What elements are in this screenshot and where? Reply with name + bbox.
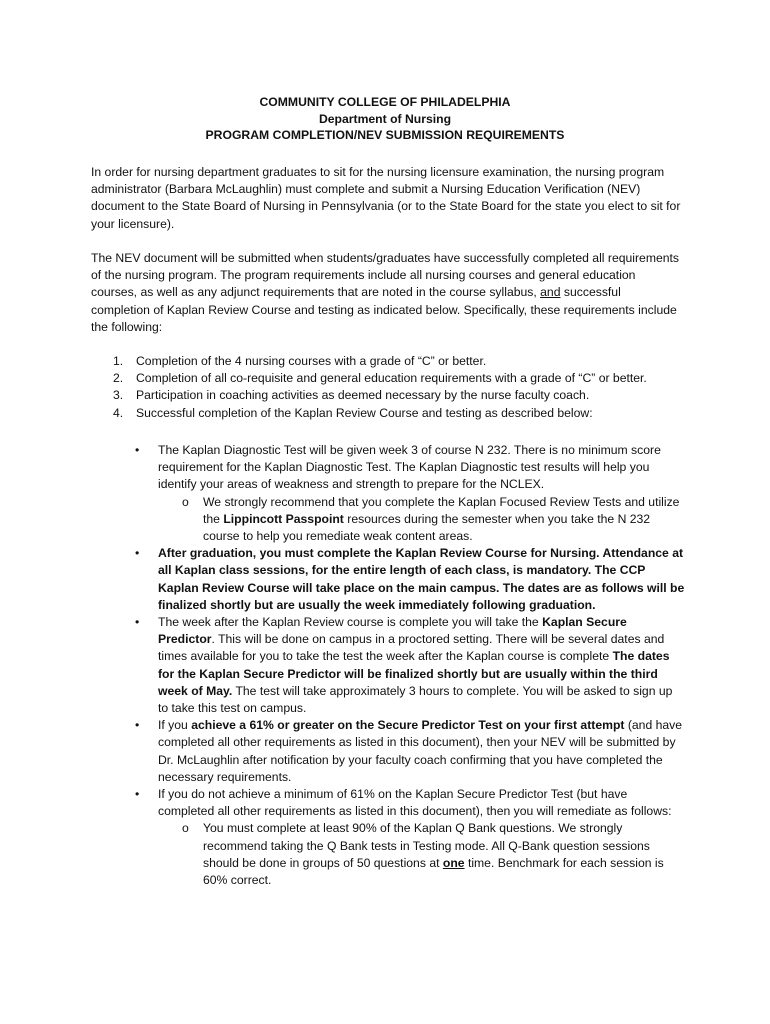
requirements-list [91, 353, 691, 422]
sub-text-a: We strongly recommend that you complete the Kaplan Focused Review Tests and utilize the [203, 494, 680, 526]
requirement-item [91, 387, 691, 404]
sub-text-one: one [442, 855, 465, 870]
sub-text-b: resources during the semester when you take the N 232 course to help you remediate weak content areas. [203, 511, 651, 544]
p2-text-a: The NEV document will be submitted when students/graduates have successfully completed all requirements of the nursing program. The program requirements include all nursing courses and general education courses, as well as any adjunct requirements that are noted in the course syllabus, [91, 251, 680, 300]
sub-text-bold: Lippincott Passpoint [223, 511, 344, 526]
bullet-text: The Kaplan Diagnostic Test will be given week 3 of course N 232. There is no minimum score requirement for the Kaplan Diagnostic Test. The Kaplan Diagnostic test results will help you identify your areas of weakness and strength to prepare for the NCLEX. [158, 443, 661, 492]
bullet-text-c: The test will take approximately 3 hours to complete. You will be asked to sign up to take this test on campus. [158, 683, 673, 716]
bullet-text-b: . This will be done on campus in a proctored setting. There will be several dates and times available for you to take the test the week after the Kaplan course is complete [158, 632, 665, 664]
p2-underlined-and: and [540, 285, 561, 300]
bullet-text-bold-2: The dates for the Kaplan Secure Predictor will be finalized shortly but are usually within the third week of May. [158, 649, 670, 698]
bullet-diagnostic-test [135, 442, 685, 545]
kaplan-details-list [135, 442, 685, 889]
bullet-text-a: If you [158, 718, 188, 733]
requirement-number: 4. [113, 405, 124, 420]
bullet-marker: • [135, 787, 140, 802]
requirement-item [91, 405, 691, 422]
college-name: COMMUNITY COLLEGE OF PHILADELPHIA [259, 95, 511, 109]
bullet-text-a: The week after the Kaplan Review course is complete you will take the [158, 615, 539, 630]
sub-bullet-qbank [158, 820, 685, 889]
requirement-text: Completion of all co-requisite and general education requirements with a grade of “C” or better. [136, 371, 647, 386]
sub-bullet-marker: o [182, 821, 189, 836]
bullet-text-bold-1: Kaplan Secure Predictor [158, 615, 627, 647]
bullet-text: If you do not achieve a minimum of 61% on the Kaplan Secure Predictor Test (but have completed all other requirements as listed in this document), then you will remediate as follows: [158, 787, 672, 819]
requirement-item [91, 353, 691, 370]
bullet-text-bold: achieve a 61% or greater on the Secure Predictor Test on your first attempt [191, 718, 625, 733]
document-header [0, 94, 770, 144]
sub-list [158, 494, 685, 546]
sub-text-a: You must complete at least 90% of the Kaplan Q Bank questions. We strongly recommend taking the Q Bank tests in Testing mode. All Q-Bank question sessions should be done in groups of 50 questions at [203, 821, 650, 870]
sub-bullet-focused-review [158, 494, 685, 546]
bullet-marker: • [135, 546, 140, 561]
sub-bullet-marker: o [182, 494, 189, 509]
requirement-text: Completion of the 4 nursing courses with a grade of “C” or better. [136, 354, 487, 368]
requirement-item [91, 370, 691, 387]
requirement-number: 2. [113, 371, 124, 386]
requirement-number: 1. [113, 354, 124, 368]
intro-paragraph-1: In order for nursing department graduates to sit for the nursing licensure examination, the nursing program administrator (Barbara McLaughlin) must complete and submit a Nursing Education Verification (NEV) document to the State Board of Nursing in Pennsylvania (or to the State Board for the state you elect to sit for your licensure). [91, 165, 681, 231]
requirement-number: 3. [113, 388, 124, 403]
bullet-secure-predictor [135, 614, 685, 717]
requirement-text: Participation in coaching activities as deemed necessary by the nurse faculty coach. [136, 388, 590, 403]
department-name: Department of Nursing [318, 111, 452, 126]
p2-text-b: successful completion of Kaplan Review Course and testing as indicated below. Specifically, these requirements include the following: [91, 285, 677, 334]
document-title: PROGRAM COMPLETION/NEV SUBMISSION REQUIREMENTS [205, 128, 565, 142]
bullet-remediation [135, 786, 685, 889]
sub-text-b: time. Benchmark for each session is 60% correct. [203, 855, 664, 888]
bullet-review-course [135, 545, 685, 614]
requirement-text: Successful completion of the Kaplan Review Course and testing as described below: [136, 405, 593, 420]
bullet-pass-score [135, 717, 685, 786]
bullet-marker: • [135, 443, 140, 457]
bullet-text-b: (and have completed all other requirements as listed in this document), then your NEV will be submitted by Dr. McLaughlin after notification by your faculty coach confirming that you have completed the necessary requirements. [158, 718, 683, 784]
bullet-text-bold: After graduation, you must complete the Kaplan Review Course for Nursing. Attendance at all Kaplan class sessions, for the entire length of each class, is mandatory. The CCP Kaplan Review Course will take place on the main campus. The dates are as follows will be finalized shortly but are usually the week immediately following graduation. [158, 546, 685, 612]
intro-paragraph-2 [91, 250, 683, 336]
bullet-marker: • [135, 615, 140, 630]
sub-list [158, 820, 685, 889]
bullet-marker: • [135, 718, 140, 733]
